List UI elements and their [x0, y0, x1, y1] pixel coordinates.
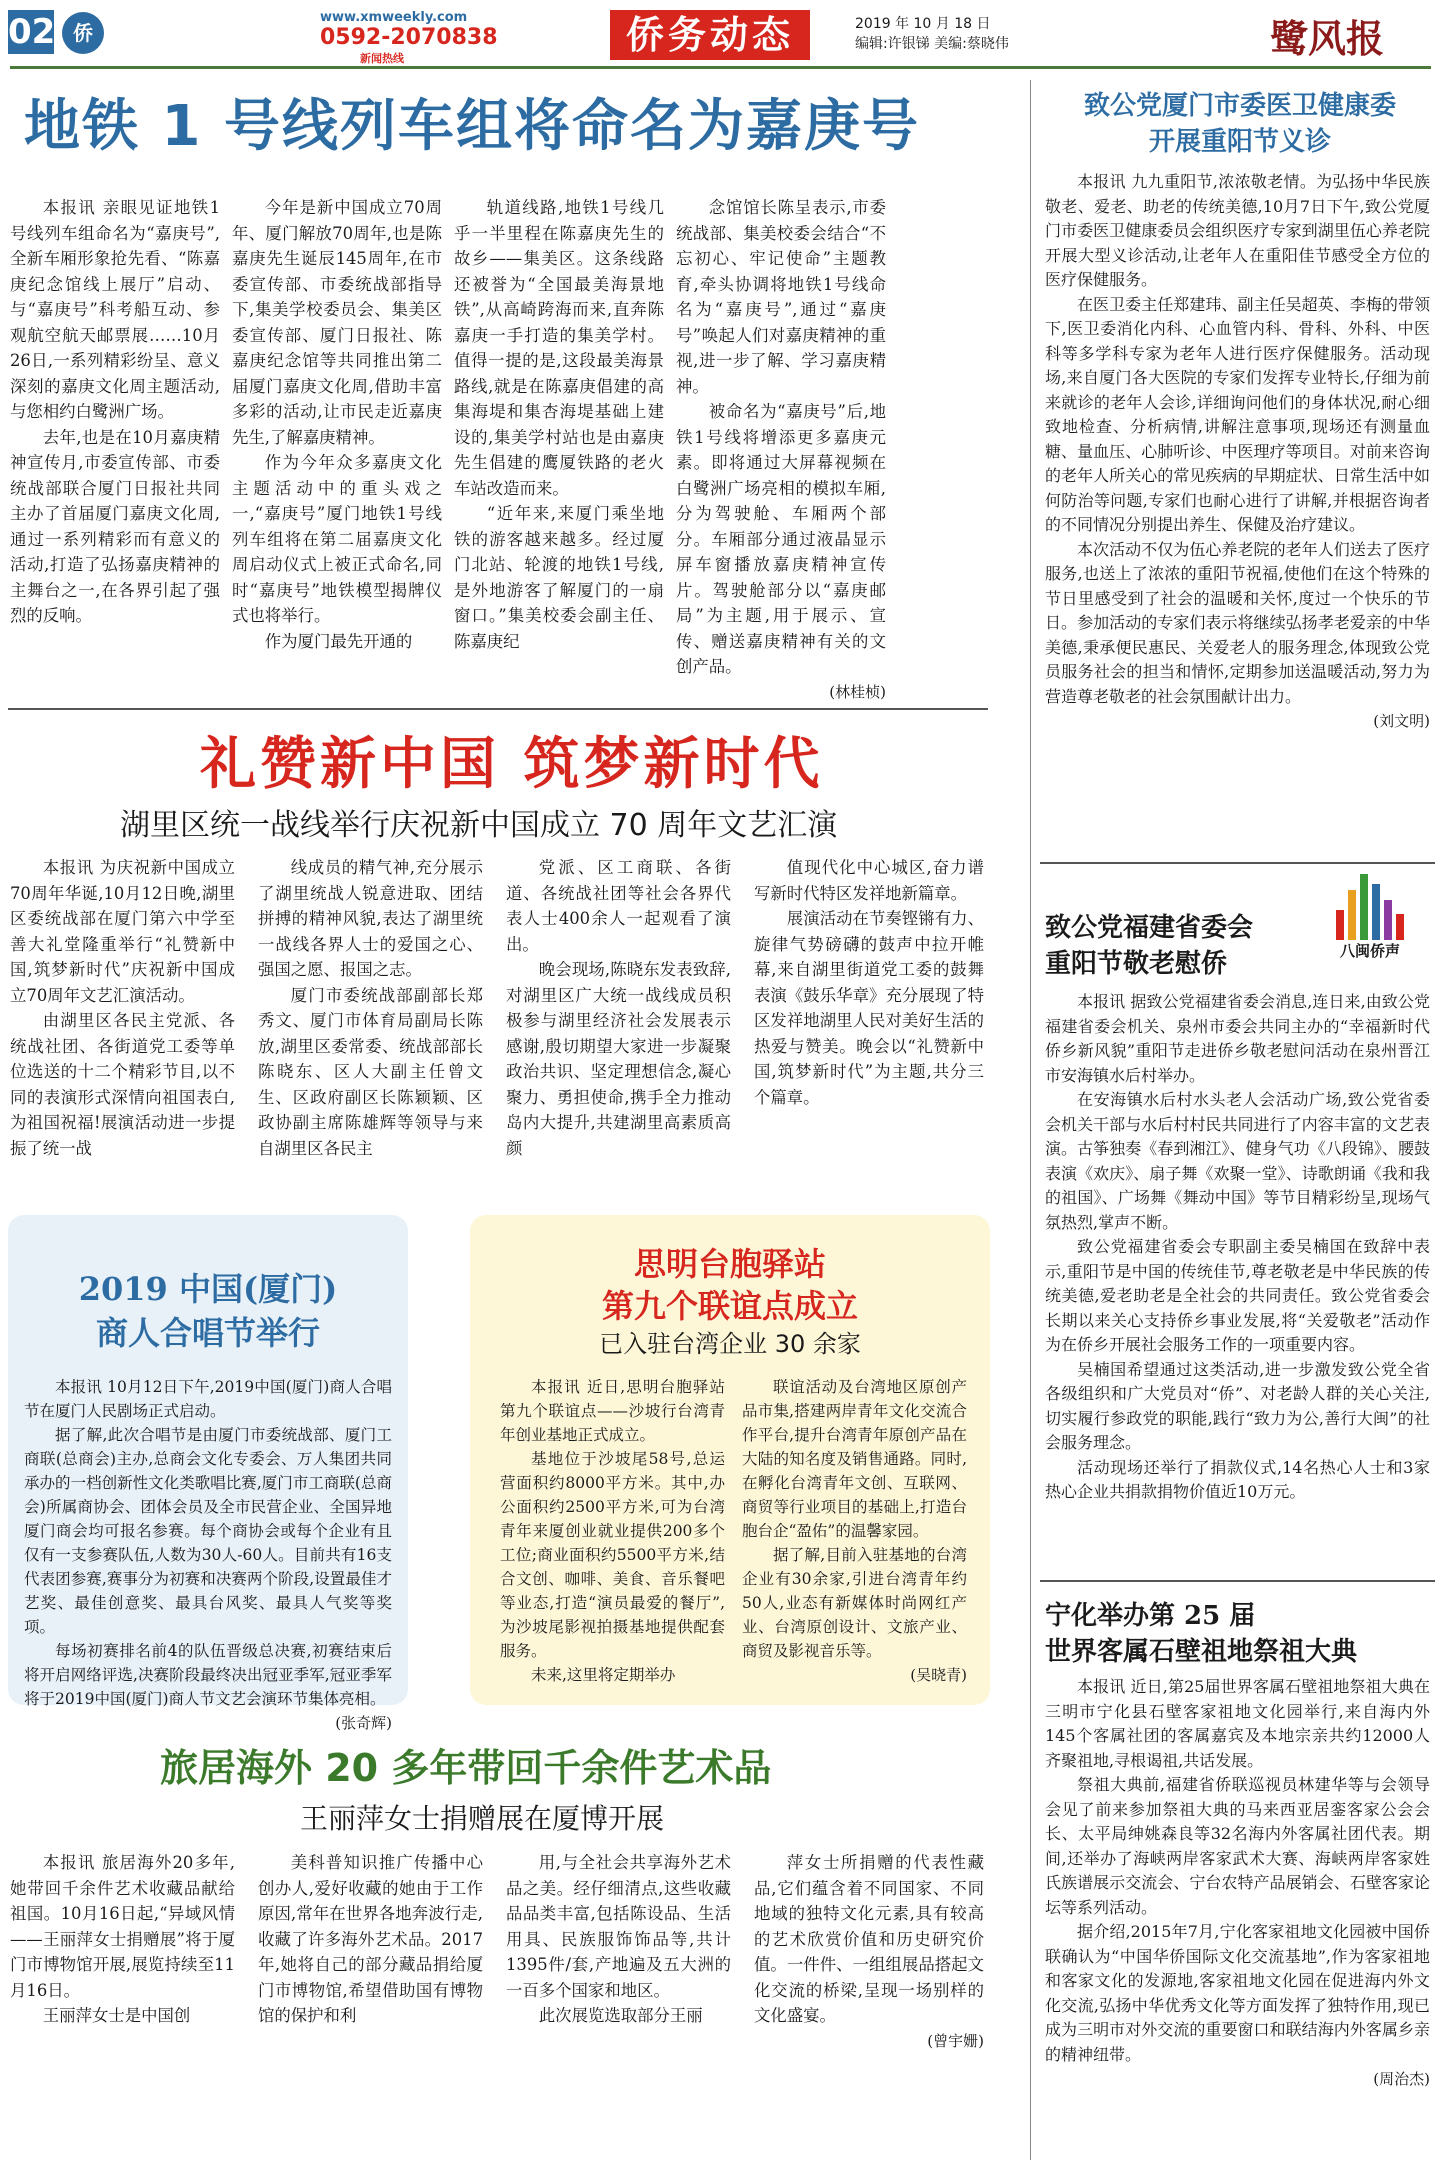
article1-para: 被命名为“嘉庚号”后,地铁1号线将增添更多嘉庚元素。即将通过大屏幕视频在白鹭洲广场亮相的模拟车厢,分为驾驶舱、车厢两个部分。车厢部分通过液晶显示屏车窗播放嘉庚精神宣传片。驾驶舱部分以“嘉庚邮局”为主题,用于展示、宣传、赠送嘉庚精神有关的文创产品。 [676, 402, 886, 676]
header-rule [10, 66, 1431, 69]
article5-subhead: 王丽萍女士捐赠展在厦博开展 [300, 1802, 665, 1835]
article4-box [470, 1215, 990, 1705]
article2-para: 厦门市委统战部副部长郑秀文、厦门市体育局副局长陈放,湖里区委常委、统战部部长陈晓东、区人大副主任曾文生、区政府副区长陈颖颖、区政协副主席陈雄辉等领导与来自湖里区各民主 [258, 985, 483, 1158]
article2-col4 [754, 855, 984, 1195]
side2-headline-1: 致公党福建省委会 [1045, 913, 1254, 943]
article4-col2 [742, 1375, 967, 1695]
hotline-phone: 0592-2070838 [320, 25, 498, 50]
side1-headline-2: 开展重阳节义诊 [1148, 127, 1331, 157]
article5-col3 [506, 1850, 731, 2160]
article1-col1 [10, 195, 220, 700]
section-title: 侨务动态 [610, 10, 810, 60]
article5-col2 [258, 1850, 483, 2160]
article5-para: 用,与全社会共享海外艺术品之美。经仔细清点,这些收藏品品类丰富,包括陈设品、生活用具、民族服饰饰品等,共计1395件/套,产地遍及五大洲的一百多个国家和地区。 [506, 1853, 731, 2000]
side3-para: 本报讯 近日,第25届世界客属石壁祖地祭祖大典在三明市宁化县石壁客家祖地文化园举行,来自海内外145个客属社团的客属嘉宾及本地宗亲共约12000人齐聚祖地,寻根谒祖,共话发展。 [1045, 1677, 1430, 1770]
article4-col1 [500, 1375, 725, 1695]
article2-para: 由湖里区各民主党派、各统战社团、各街道党工委等单位选送的十二个精彩节目,以不同的表演形式深情向祖国表白,为祖国祝福!展演活动进一步提振了统一战 [10, 1011, 235, 1158]
article4-subhead: 已入驻台湾企业 30 余家 [599, 1330, 861, 1358]
article1-para: 作为厦门最先开通的 [264, 631, 413, 651]
article2-col1 [10, 855, 235, 1195]
hotline-label: 新闻热线 [360, 52, 404, 65]
article2-col2 [258, 855, 483, 1195]
article4-para: 基地位于沙坡尾58号,总运营面积约8000平方米。其中,办公面积约2500平方米,可为台湾青年来厦创业就业提供200多个工位;商业面积约5500平方米,结合文创、咖啡、美食、音乐餐吧等业态,打造“演员最爱的餐厅”,为沙坡尾影视拍摄基地提供配套服务。 [500, 1450, 725, 1660]
side1-para: 本报讯 九九重阳节,浓浓敬老情。为弘扬中华民族敬老、爱老、助老的传统美德,10月7日下午,致公党厦门市委医卫健康委员会组织医疗专家到湖里伍心养老院开展大型义诊活动,让老年人在重阳佳节感受全方位的医疗保健服务。 [1045, 172, 1430, 289]
column-divider [1030, 80, 1031, 2160]
side3-byline: (周治杰) [1373, 2070, 1430, 2088]
article5-para: 本报讯 旅居海外20多年,她带回千余件艺术收藏品献给祖国。10月16日起,“异域风情——王丽萍女士捐赠展”将于厦门市博物馆开展,展览持续至11月16日。 [10, 1853, 235, 2000]
article1-para: 轨道线路,地铁1号线几乎一半里程在陈嘉庚先生的故乡——集美区。这条线路还被誉为“全国最美海景地铁”,从高崎跨海而来,直奔陈嘉庚一手打造的集美学村。值得一提的是,这段最美海景路线,就是在陈嘉庚倡建的高集海堤和集杏海堤基础上建设的,集美学村站也是由嘉庚先生倡建的鹰厦铁路的老火车站改造而来。 [454, 198, 664, 498]
article4-para: 未来,这里将定期举办 [531, 1666, 676, 1684]
article1-para: 念馆馆长陈呈表示,市委统战部、集美校委会结合“不忘初心、牢记使命”主题教育,牵头协调将地铁1号线命名为“嘉庚号”,通过“嘉庚号”唤起人们对嘉庚精神的重视,进一步了解、学习嘉庚精神。 [676, 198, 886, 396]
side3-body [1045, 1675, 1430, 2163]
side3-headline-2: 世界客属石壁祖地祭祖大典 [1045, 1637, 1358, 1667]
side3-para: 祭祖大典前,福建省侨联巡视员林建华等与会领导会见了前来参加祭祖大典的马来西亚居銮客家公会会长、太平局绅姚森良等32名海内外客属社团代表。期间,还举办了海峡两岸客家武术大赛、海峡两岸客家姓氏族谱展示交流会、宁台农特产品展销会、石壁客家论坛等系列活动。 [1045, 1775, 1430, 1917]
podcast-label: 八闽侨声 [1339, 942, 1400, 960]
side1-headline [1045, 88, 1435, 160]
side1-byline: (刘文明) [1373, 712, 1430, 730]
article3-box [8, 1215, 408, 1732]
side3-headline [1045, 1598, 1435, 1670]
article3-byline: (张奇辉) [335, 1714, 392, 1732]
article5-para: 美科普知识推广传播中心创办人,爱好收藏的她由于工作原因,常年在世界各地奔波行走,收藏了许多海外艺术品。2017年,她将自己的部分藏品捐给厦门市博物馆,希望借助国有博物馆的保护和利 [258, 1853, 483, 2025]
article5-byline: (曾宇姗) [927, 2031, 984, 2050]
article2-para: 本报讯 为庆祝新中国成立70周年华诞,10月12日晚,湖里区委统战部在厦门第六中学至善大礼堂隆重举行“礼赞新中国,筑梦新时代”庆祝新中国成立70周年文艺汇演活动。 [10, 858, 235, 1005]
side2-para: 本报讯 据致公党福建省委会消息,连日来,由致公党福建省委会机关、泉州市委会共同主办的“幸福新时代侨乡新风貌”重阳节走进侨乡敬老慰问活动在泉州晋江市安海镇水后村举办。 [1045, 992, 1430, 1085]
article3-para: 本报讯 10月12日下午,2019中国(厦门)商人合唱节在厦门人民剧场正式启动。 [24, 1378, 392, 1420]
equalizer-icon [1320, 870, 1420, 940]
side3-para: 据介绍,2015年7月,宁化客家祖地文化园被中国侨联确认为“中国华侨国际文化交流基地”,作为客家祖地和客家文化的发源地,客家祖地文化园在促进海内外文化交流,弘扬中华优秀文化等方面发挥了独特作用,现已成为三明市对外交流的重要窗口和联结海内外客属乡亲的精神纽带。 [1045, 1922, 1430, 2064]
article1-headline: 地铁 1 号线列车组将命名为嘉庚号 [24, 94, 920, 159]
issue-meta [855, 14, 1009, 54]
side2-headline [1045, 910, 1325, 982]
article2-subhead: 湖里区统一战线举行庆祝新中国成立 70 周年文艺汇演 [120, 808, 838, 843]
side2-body [1045, 990, 1430, 1590]
article5-para: 此次展览选取部分王丽 [538, 2006, 703, 2025]
article1-para: “近年来,来厦门乘坐地铁的游客越来越多。经过厦门北站、轮渡的地铁1号线,是外地游客了解厦门的一扇窗口。”集美校委会副主任、陈嘉庚纪 [454, 504, 664, 651]
article2-para: 党派、区工商联、各街道、各统战社团等社会各界代表人士400余人一起观看了演出。 [506, 858, 731, 954]
article5-para: 萍女士所捐赠的代表性藏品,它们蕴含着不同国家、不同地域的独特文化元素,具有较高的艺术欣赏价值和历史研究价值。一件件、一组组展品搭起文化交流的桥梁,呈现一场别样的文化盛宴。 [754, 1853, 984, 2025]
article4-para: 据了解,目前入驻基地的台湾企业有30余家,引进台湾青年约50人,业态有新媒体时尚网红产业、台湾原创设计、文旅产业、商贸及影视音乐等。 [742, 1546, 967, 1660]
side2-para: 吴楠国希望通过这类活动,进一步激发致公党全省各级组织和广大党员对“侨”、对老龄人群的关心关注,切实履行参政党的职能,践行“致力为公,善行大闽”的社会服务理念。 [1045, 1359, 1430, 1452]
article2-headline: 礼赞新中国 筑梦新时代 [200, 732, 824, 797]
side1-para: 在医卫委主任郑建玮、副主任吴超英、李梅的带领下,医卫委消化内科、心血管内科、骨科、外科、中医科等多学科专家为老年人进行医疗保健服务。活动现场,来自厦门各大医院的专家们发挥专业特长,仔细为前来就诊的老年人会诊,详细询问他们的身体状况,耐心细致地检查、分析病情,讲解注意事项,现场还有测量血糖、量血压、心肺听诊、中医理疗等项目。对前来咨询的老年人所关心的常见疾病的早期症状、日常生活中如何防治等问题,专家们也耐心进行了讲解,并根据咨询者的不同情况分别提出养生、保健及治疗建议。 [1045, 294, 1430, 534]
article1-para: 今年是新中国成立70周年、厦门解放70周年,也是陈嘉庚先生诞辰145周年,在市委宣传部、市委统战部指导下,集美学校委员会、集美区委宣传部、厦门日报社、陈嘉庚纪念馆等共同推出第二届厦门嘉庚文化周,借助丰富多彩的活动,让市民走近嘉庚先生,了解嘉庚精神。 [232, 198, 442, 447]
divider [1040, 862, 1435, 864]
side3-headline-1: 宁化举办第 25 届 [1045, 1601, 1256, 1631]
article1-col3 [454, 195, 664, 700]
side1-body [1045, 170, 1430, 850]
article1-para: 本报讯 亲眼见证地铁1号线列车组命名为“嘉庚号”,全新车厢形象抢先看、“陈嘉庚纪念馆线上展厅”启动、与“嘉庚号”科考船互动、参观航空航天邮票展……10月26日,一系列精彩纷呈、意义深刻的嘉庚文化周主题活动,与您相约白鹭洲广场。 [10, 198, 220, 421]
hotline-block [320, 10, 540, 70]
article4-byline: (吴晓青) [910, 1666, 967, 1684]
side2-para: 在安海镇水后村水头老人会活动广场,致公党省委会机关干部与水后村村民共同进行了内容丰富的文艺表演。古筝独奏《春到湘江》、健身气功《八段锦》、腰鼓表演《欢庆》、扇子舞《欢聚一堂》、诗歌朗诵《我和我的祖国》、广场舞《舞动中国》等节目精彩纷呈,现场气氛热烈,掌声不断。 [1045, 1090, 1430, 1232]
article1-col2 [232, 195, 442, 700]
article5-col4 [754, 1850, 984, 2160]
article1-para: 作为今年众多嘉庚文化主题活动中的重头戏之一,“嘉庚号”厦门地铁1号线列车组将在第二届嘉庚文化周启动仪式上被正式命名,同时“嘉庚号”地铁模型揭牌仪式也将举行。 [232, 453, 442, 625]
website-url[interactable]: www.xmweekly.com [320, 10, 468, 25]
podcast-logo [1320, 870, 1420, 980]
article3-body [24, 1375, 392, 1732]
article2-para: 展演活动在节奏铿锵有力、旋律气势磅礴的鼓声中拉开帷幕,来自湖里街道党工委的鼓舞表演《鼓乐华章》充分展现了特区发祥地湖里人民对美好生活的热爱与赞美。晚会以“礼赞新中国,筑梦新时代”为主题,共分三个篇章。 [754, 909, 984, 1107]
article1-col4 [676, 195, 886, 700]
divider [8, 708, 988, 710]
masthead-logo: 鹭风报 [1270, 16, 1385, 61]
article4-headline-1: 思明台胞驿站 [633, 1245, 826, 1283]
article3-headline-2: 商人合唱节举行 [95, 1314, 320, 1352]
qiao-badge-icon: 侨 [62, 12, 104, 54]
side2-para: 致公党福建省委会专职副主委吴楠国在致辞中表示,重阳节是中国的传统佳节,尊老敬老是中华民族的传统美德,爱老助老是全社会的共同责任。致公党省委会长期以来关心支持侨乡事业发展,将“关爱敬老”活动作为在侨乡开展社会服务工作的一项重要内容。 [1045, 1237, 1430, 1354]
side1-headline-1: 致公党厦门市委医卫健康委 [1083, 91, 1396, 121]
article5-col1 [10, 1850, 235, 2160]
article2-para: 值现代化中心城区,奋力谱写新时代特区发祥地新篇章。 [754, 858, 984, 903]
article3-para: 据了解,此次合唱节是由厦门市委统战部、厦门工商联(总商会)主办,总商会文化专委会、万人集团共同承办的一档创新性文化类歌唱比赛,厦门市工商联(总商会)所属商协会、团体会员及全市民营企业、全国异地厦门商会均可报名参赛。每个商协会或每个企业有且仅有一支参赛队伍,人数为30人-60人。目前共有16支代表团参赛,赛事分为初赛和决赛两个阶段,设置最佳才艺奖、最佳创意奖、最具台风奖、最具人气奖等奖项。 [24, 1426, 392, 1636]
article4-para: 联谊活动及台湾地区原创产品市集,搭建两岸青年文化交流合作平台,提升台湾青年原创产品在大陆的知名度及销售通路。同时,在孵化台湾青年文创、互联网、商贸等行业项目的基础上,打造台胞台企“盈佑”的温馨家园。 [742, 1378, 967, 1540]
side2-headline-2: 重阳节敬老慰侨 [1045, 949, 1228, 979]
side2-para: 活动现场还举行了捐款仪式,14名热心人士和3家热心企业共捐款捐物价值近10万元。 [1045, 1457, 1430, 1501]
article5-headline: 旅居海外 20 多年带回千余件艺术品 [160, 1746, 772, 1790]
article5-para: 王丽萍女士是中国创 [42, 2006, 191, 2025]
article2-col3 [506, 855, 731, 1195]
page-number: 02 [8, 12, 56, 52]
article4-para: 本报讯 近日,思明台胞驿站第九个联谊点——沙坡行台湾青年创业基地正式成立。 [500, 1378, 725, 1444]
article1-para: 去年,也是在10月嘉庚精神宣传月,市委宣传部、市委统战部联合厦门日报社共同主办了首届厦门嘉庚文化周,通过一系列精彩而有意义的活动,打造了弘扬嘉庚精神的主舞台之一,在各界引起了强烈的反响。 [10, 427, 220, 625]
article2-para: 晚会现场,陈晓东发表致辞,对湖里区广大统一战线成员积极参与湖里经济社会发展表示感谢,殷切期望大家进一步凝聚政治共识、坚定理想信念,凝心聚力、勇担使命,携手全力推动岛内大提升,共建湖里高素质高颜 [506, 960, 731, 1158]
editor-credit: 编辑:许银锑 美编:蔡晓伟 [855, 36, 1009, 52]
issue-date: 2019 年 10 月 18 日 [855, 16, 991, 32]
article1-byline: (林桂桢) [829, 682, 886, 701]
article3-para: 每场初赛排名前4的队伍晋级总决赛,初赛结束后将开启网络评选,决赛阶段最终决出冠亚季军,冠亚季军将于2019中国(厦门)商人节文艺会演环节集体亮相。 [24, 1642, 392, 1708]
side1-para: 本次活动不仅为伍心养老院的老年人们送去了医疗服务,也送上了浓浓的重阳节祝福,使他们在这个特殊的节日里感受到了社会的温暖和关怀,度过一个快乐的节日。参加活动的专家们表示将继续弘扬孝老爱亲的中华美德,秉承便民惠民、关爱老人的服务理念,体现致公党员服务社会的担当和情怀,定期参加送温暖活动,努力为营造尊老敬老的社会氛围献计出力。 [1045, 539, 1430, 706]
article3-headline-1: 2019 中国(厦门) [78, 1270, 338, 1308]
article4-headline-2: 第九个联谊点成立 [601, 1287, 858, 1325]
divider [1040, 1580, 1435, 1582]
article2-para: 线成员的精气神,充分展示了湖里统战人锐意进取、团结拼搏的精神风貌,表达了湖里统一战线各界人士的爱国之心、强国之愿、报国之志。 [258, 858, 483, 979]
